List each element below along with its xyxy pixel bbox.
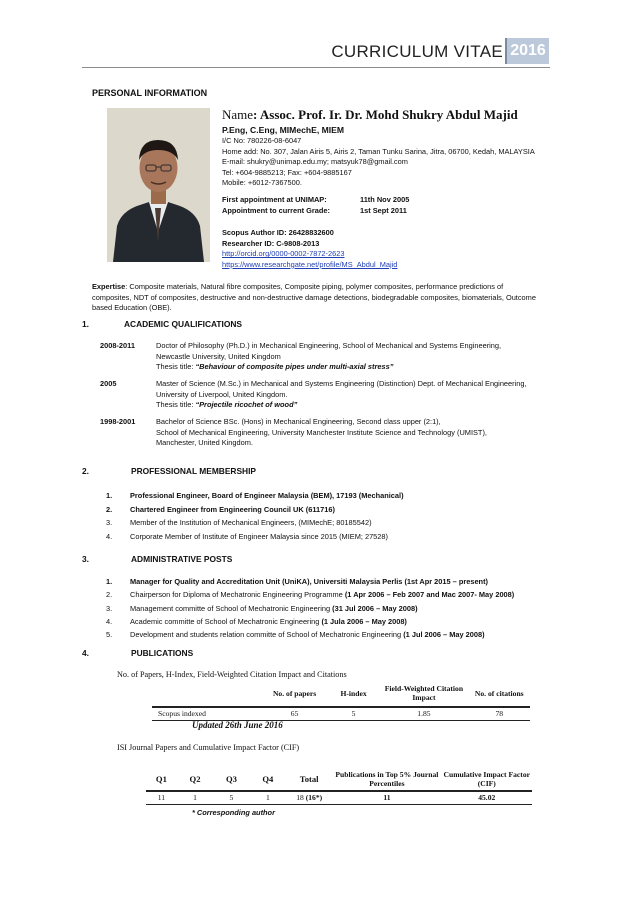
- edu-years-msc: 2005: [100, 379, 117, 388]
- edu-msc-degree: Master of Science (M.Sc.) in Mechanical and Systems Engineering (Distinction) Dept. of Mechanical Engineering,: [156, 379, 527, 388]
- membership-list: [106, 489, 546, 543]
- edu-bsc-institution: School of Mechanical Engineering, University Manchester Institute Science and Technology (UMIST),: [156, 427, 487, 437]
- person-name: [222, 107, 518, 123]
- first-appointment-label: First appointment at UNIMAP:: [222, 195, 327, 204]
- expertise-label: Expertise: [92, 282, 126, 291]
- mobile: Mobile: +6012-7367500.: [222, 178, 302, 188]
- membership-item: 1. Professional Engineer, Board of Engineer Malaysia (BEM), 17193 (Mechanical): [106, 491, 404, 500]
- ic-number: I/C No: 780226-08-6047: [222, 136, 302, 145]
- scopus-id: Scopus Author ID: 26428832600: [222, 228, 334, 237]
- admin-heading: ADMINISTRATIVE POSTS: [131, 554, 233, 564]
- edu-years-bsc: 1998-2001: [100, 417, 136, 426]
- cell-fwci: 1.85: [379, 707, 468, 720]
- col-top5: Publications in Top 5% Journal Percentiles: [332, 767, 441, 791]
- edu-years-phd: 2008-2011: [100, 341, 135, 350]
- cell-q1: 11: [146, 791, 177, 804]
- cell-q2: 1: [177, 791, 213, 804]
- membership-item: 3. Member of the Institution of Mechanical Engineers, (MIMechE; 80185542): [106, 518, 372, 527]
- edu-bsc-degree: Bachelor of Science BSc. (Hons) in Mechanical Engineering, Second class upper (2:1),: [156, 417, 441, 426]
- isi-journal-table: [146, 767, 532, 805]
- edu-bsc: [156, 417, 556, 449]
- admin-item: 1. Manager for Quality and Accreditation Unit (UniKA), Universiti Malaysia Perlis (1st Apr 2015 – present): [106, 577, 488, 586]
- first-appointment-value: 11th Nov 2005: [360, 195, 410, 204]
- cell-cif: 45.02: [442, 791, 532, 804]
- email: E-mail: shukry@unimap.edu.my; matsyuk78@gmail.com: [222, 157, 408, 167]
- edu-phd-degree: Doctor of Philosophy (Ph.D.) in Mechanical Engineering, School of Mechanical and Systems Engineering,: [156, 341, 502, 350]
- name-label: Name: [222, 107, 254, 122]
- cell-citations: 78: [469, 707, 530, 720]
- home-address: Home add: No. 307, Jalan Airis 5, Airis 2, Taman Tunku Sarina, Jitra, 06700, Kedah, MALAYSIA: [222, 146, 535, 156]
- academic-num: 1.: [82, 319, 89, 329]
- col-citations: No. of citations: [469, 680, 530, 707]
- col-q4: Q4: [250, 767, 286, 791]
- current-grade-label: Appointment to current Grade:: [222, 205, 330, 215]
- col-total: Total: [286, 767, 332, 791]
- cell-total: 18 (16*): [286, 791, 332, 804]
- edu-msc: [156, 379, 566, 411]
- edu-msc-thesis: Thesis title: “Projectile ricochet of wood”: [156, 400, 298, 410]
- appointment-block: [222, 195, 582, 216]
- credentials: P.Eng, C.Eng, MIMechE, MIEM: [222, 125, 345, 135]
- expertise: [92, 282, 544, 314]
- admin-list: [106, 575, 566, 641]
- table2-caption: ISI Journal Papers and Cumulative Impact Factor (CIF): [117, 743, 300, 752]
- corresponding-author-note: * Corresponding author: [192, 808, 275, 817]
- col-papers: No. of papers: [261, 680, 328, 707]
- edu-phd-thesis: Thesis title: “Behaviour of composite pipes under multi-axial stress”: [156, 362, 394, 372]
- academic-heading: ACADEMIC QUALIFICATIONS: [124, 319, 243, 329]
- profile-photo: [107, 108, 210, 262]
- membership-item: 2. Chartered Engineer from Engineering Council UK (611716): [106, 504, 335, 514]
- cv-title: CURRICULUM VITAE: [331, 42, 503, 61]
- col-fwci: Field-Weighted Citation Impact: [379, 680, 468, 707]
- header-divider: [82, 67, 550, 68]
- col-q3: Q3: [213, 767, 249, 791]
- researcher-id: Researcher ID: C-9808-2013: [222, 238, 320, 248]
- edu-bsc-location: Manchester, United Kingdom.: [156, 438, 253, 448]
- current-grade-value: 1st Sept 2011: [360, 205, 407, 215]
- telephone: Tel: +604-9885213; Fax: +604-9885167: [222, 167, 352, 177]
- admin-item: 2. Chairperson for Diploma of Mechatronic Engineering Programme (1 Apr 2006 – Feb 2007 and Mac 2007- May 2008): [106, 590, 515, 600]
- admin-num: 3.: [82, 554, 89, 564]
- table-row: [146, 791, 532, 804]
- personal-info-heading: PERSONAL INFORMATION: [92, 88, 208, 98]
- cell-hindex: 5: [328, 707, 379, 720]
- col-hindex: H-index: [328, 680, 379, 707]
- col-q2: Q2: [177, 767, 213, 791]
- admin-item: 5. Development and students relation committe of School of Mechatronic Engineering (1 Jul 2006 – May 2008): [106, 630, 485, 640]
- publications-heading: PUBLICATIONS: [131, 648, 194, 658]
- edu-phd-institution: Newcastle University, United Kingdom: [156, 351, 281, 361]
- admin-item: 4. Academic committe of School of Mechatronic Engineering (1 Jula 2006 – May 2008): [106, 616, 407, 626]
- membership-num: 2.: [82, 466, 89, 476]
- contact-block: [222, 136, 582, 189]
- col-q1: Q1: [146, 767, 177, 791]
- edu-phd: [156, 341, 556, 373]
- col-cif: Cumulative Impact Factor (CIF): [442, 767, 532, 791]
- table-row: [152, 707, 530, 720]
- publications-num: 4.: [82, 648, 89, 658]
- edu-msc-institution: University of Liverpool, United Kingdom.: [156, 389, 288, 399]
- expertise-text: : Composite materials, Natural fibre composites, Composite piping, polymer composites, performance predictions of composites, NDT of composites, destructive and non-destructive damage detections, biodegradable composites, biomaterials, Outcome based Education (OBE).: [92, 282, 536, 313]
- research-ids: [222, 228, 582, 270]
- cell-q4: 1: [250, 791, 286, 804]
- researchgate-link[interactable]: https://www.researchgate.net/profile/MS_Abdul_Majid: [222, 259, 398, 269]
- table1-caption: No. of Papers, H-Index, Field-Weighted Citation Impact and Citations: [117, 670, 347, 679]
- updated-date: Updated 26th June 2016: [192, 720, 283, 730]
- scopus-metrics-table: [152, 680, 530, 721]
- membership-heading: PROFESSIONAL MEMBERSHIP: [131, 466, 257, 476]
- cell-papers: 65: [261, 707, 328, 720]
- portrait-image: [107, 108, 210, 262]
- cell-q3: 5: [213, 791, 249, 804]
- orcid-link[interactable]: http://orcid.org/0000-0002-7872-2623: [222, 249, 345, 259]
- cv-year-badge: 2016: [505, 38, 549, 64]
- row-label: Scopus indexed: [152, 707, 261, 720]
- name-value: : Assoc. Prof. Ir. Dr. Mohd Shukry Abdul Majid: [253, 107, 518, 122]
- admin-item: 3. Management committe of School of Mechatronic Engineering (31 Jul 2006 – May 2008): [106, 603, 418, 613]
- cell-top5: 11: [332, 791, 441, 804]
- membership-item: 4. Corporate Member of Institute of Engineer Malaysia since 2015 (MIEM; 27528): [106, 531, 388, 541]
